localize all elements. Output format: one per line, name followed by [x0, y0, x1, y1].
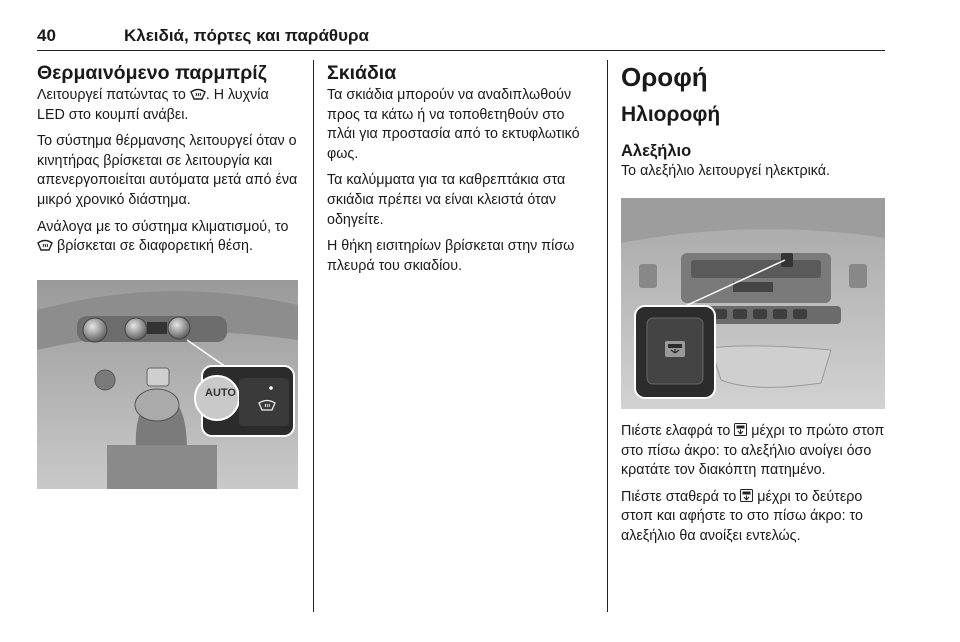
paragraph [37, 86, 299, 125]
paragraph [621, 422, 889, 481]
paragraph: Τα καλύμματα για τα καθρεπτάκια στα σκιάδια πρέπει να είναι κλειστά όταν οδηγείτε. [327, 172, 566, 228]
text-run: Πιέστε σταθερά το [621, 488, 741, 505]
paragraph: Η θήκη εισιτηρίων βρίσκεται στην πίσω πλευρά του σκιαδίου. [327, 238, 575, 274]
console-photo [37, 280, 298, 489]
paragraph [37, 218, 299, 257]
heated-windscreen-icon [37, 239, 53, 251]
column-divider-2 [607, 60, 608, 612]
paragraph: Το αλεξήλιο λειτουργεί ηλεκτρικά. [621, 163, 830, 179]
column-roof [621, 60, 889, 189]
text-run: μέχρι το πρώτο στοπ στο πίσω άκρο: το αλεξήλιο ανοίγει όσο κρατάτε τον διακόπτη πατημένο. [621, 423, 885, 479]
paragraph [621, 488, 889, 547]
page-number: 40 [37, 26, 56, 45]
column-divider-1 [313, 60, 314, 612]
text-run: . Η λυχνία LED στο κουμπί ανάβει. [37, 87, 269, 123]
chapter-title: Κλειδιά, πόρτες και παράθυρα [124, 26, 369, 45]
section-heading-heated-windscreen: Θερμαινόμενο παρμπρίζ [37, 62, 267, 84]
header-rule [37, 50, 885, 51]
sunblind-switch-icon [665, 341, 685, 357]
roof-console-photo [621, 198, 885, 409]
subsection-heading-sunblind: Αλεξήλιο [621, 142, 692, 160]
text-run: Πιέστε ελαφρά το [621, 423, 735, 439]
text-run: βρίσκεται σε διαφορετική θέση. [53, 238, 253, 255]
text-run: Ανάλογα με το σύστημα κλιματισμού, το [37, 218, 289, 235]
heated-windscreen-icon [190, 88, 206, 100]
paragraph: Τα σκιάδια μπορούν να αναδιπλωθούν προς τα κάτω ή να τοποθετηθούν στο πλάι για προστασία από το εκτυφλωτικό φως. [327, 87, 580, 162]
page-header [37, 20, 885, 50]
subsection-heading-sunroof: Ηλιοροφή [621, 103, 721, 126]
column-sun-visors [327, 60, 593, 283]
section-heading-roof: Οροφή [621, 62, 708, 92]
paragraph: Το σύστημα θέρμανσης λειτουργεί όταν ο κινητήρας βρίσκεται σε λειτουργία και απενεργοποιείται αυτόματα μετά από ένα μικρό χρονικό διάστημα. [37, 133, 298, 208]
column-heated-windscreen [37, 60, 299, 264]
roof-console-illustration [621, 198, 885, 409]
sunblind-switch-icon [740, 489, 753, 502]
text-run: μέχρι το δεύτερο στοπ και αφήστε το στο πίσω άκρο: το αλεξήλιο θα ανοίξει εντελώς. [621, 488, 863, 544]
section-heading-sun-visors: Σκιάδια [327, 62, 397, 84]
sunblind-switch-icon [734, 423, 747, 436]
column-roof-lower [621, 422, 889, 554]
text-run: Λειτουργεί πατώντας το [37, 87, 190, 103]
auto-button-label: AUTO [205, 387, 236, 399]
console-illustration [37, 280, 298, 489]
